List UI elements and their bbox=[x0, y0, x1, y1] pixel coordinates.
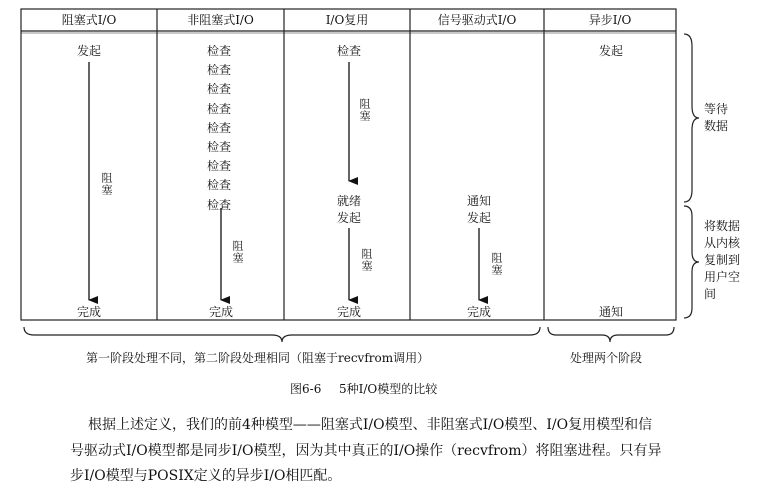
paragraph-line: 步I/O模型与POSIX定义的异步I/O相匹配。 bbox=[70, 468, 342, 484]
multiplex-ready: 就绪 bbox=[336, 194, 361, 208]
multiplex-issue: 发起 bbox=[336, 211, 361, 225]
check-item: 检查 bbox=[206, 159, 231, 174]
stage-wait-line: 等待 bbox=[704, 102, 729, 116]
stage-copy-line: 复制到 bbox=[704, 253, 741, 267]
check-item: 检查 bbox=[206, 82, 231, 97]
signal-issue: 发起 bbox=[466, 211, 491, 225]
check-item: 检查 bbox=[206, 140, 231, 155]
stage-copy-label bbox=[704, 218, 740, 303]
signal-end: 完成 bbox=[466, 305, 491, 319]
figure-caption bbox=[290, 380, 437, 397]
footer-left-text: 第一阶段处理不同，第二阶段处理相同（阻塞于recvfrom调用） bbox=[86, 351, 430, 365]
stage-copy-line: 将数据 bbox=[704, 219, 741, 233]
header-blocking: 阻塞式I/O bbox=[61, 13, 117, 27]
async-end: 通知 bbox=[598, 305, 623, 319]
figure-title: 5种I/O模型的比较 bbox=[338, 382, 438, 396]
async-start: 发起 bbox=[598, 44, 623, 58]
multiplex-block-label-2: 阻塞 bbox=[360, 248, 373, 272]
header-async: 异步I/O bbox=[588, 13, 632, 27]
multiplex-block-label-1: 阻塞 bbox=[358, 98, 371, 122]
check-item: 检查 bbox=[206, 101, 231, 116]
blocking-block-label: 阻塞 bbox=[100, 172, 113, 196]
stage-copy-line: 从内核 bbox=[704, 236, 741, 250]
check-item: 检查 bbox=[206, 120, 231, 135]
stage-wait-label bbox=[704, 101, 728, 135]
stage-copy-line: 间 bbox=[704, 287, 717, 301]
header-signal-driven: 信号驱动式I/O bbox=[437, 13, 517, 27]
nonblocking-block-label: 阻塞 bbox=[231, 240, 244, 264]
nonblocking-end: 完成 bbox=[208, 305, 233, 319]
figure-number: 图6-6 bbox=[290, 382, 322, 396]
footer-right-text: 处理两个阶段 bbox=[570, 351, 643, 365]
blocking-start: 发起 bbox=[76, 44, 101, 58]
stage-copy-line: 用户空 bbox=[704, 270, 741, 284]
check-item: 检查 bbox=[206, 197, 231, 212]
check-item: 检查 bbox=[206, 44, 231, 58]
header-nonblocking: 非阻塞式I/O bbox=[187, 13, 254, 27]
header-multiplexing: I/O复用 bbox=[325, 13, 369, 27]
multiplex-start: 检查 bbox=[336, 44, 361, 58]
check-item: 检查 bbox=[206, 63, 231, 78]
signal-notify: 通知 bbox=[466, 194, 491, 208]
multiplex-end: 完成 bbox=[336, 305, 361, 319]
paragraph-line: 根据上述定义，我们的前4种模型——阻塞式I/O模型、非阻塞式I/O模型、I/O复用模型和信 bbox=[88, 417, 653, 433]
signal-block-label: 阻塞 bbox=[490, 252, 503, 276]
blocking-end: 完成 bbox=[76, 305, 101, 319]
check-item: 检查 bbox=[206, 178, 231, 193]
stage-wait-line: 数据 bbox=[704, 119, 729, 133]
paragraph-line: 号驱动式I/O模型都是同步I/O模型，因为其中真正的I/O操作（recvfrom）将阻塞进程。只有异 bbox=[70, 443, 662, 459]
